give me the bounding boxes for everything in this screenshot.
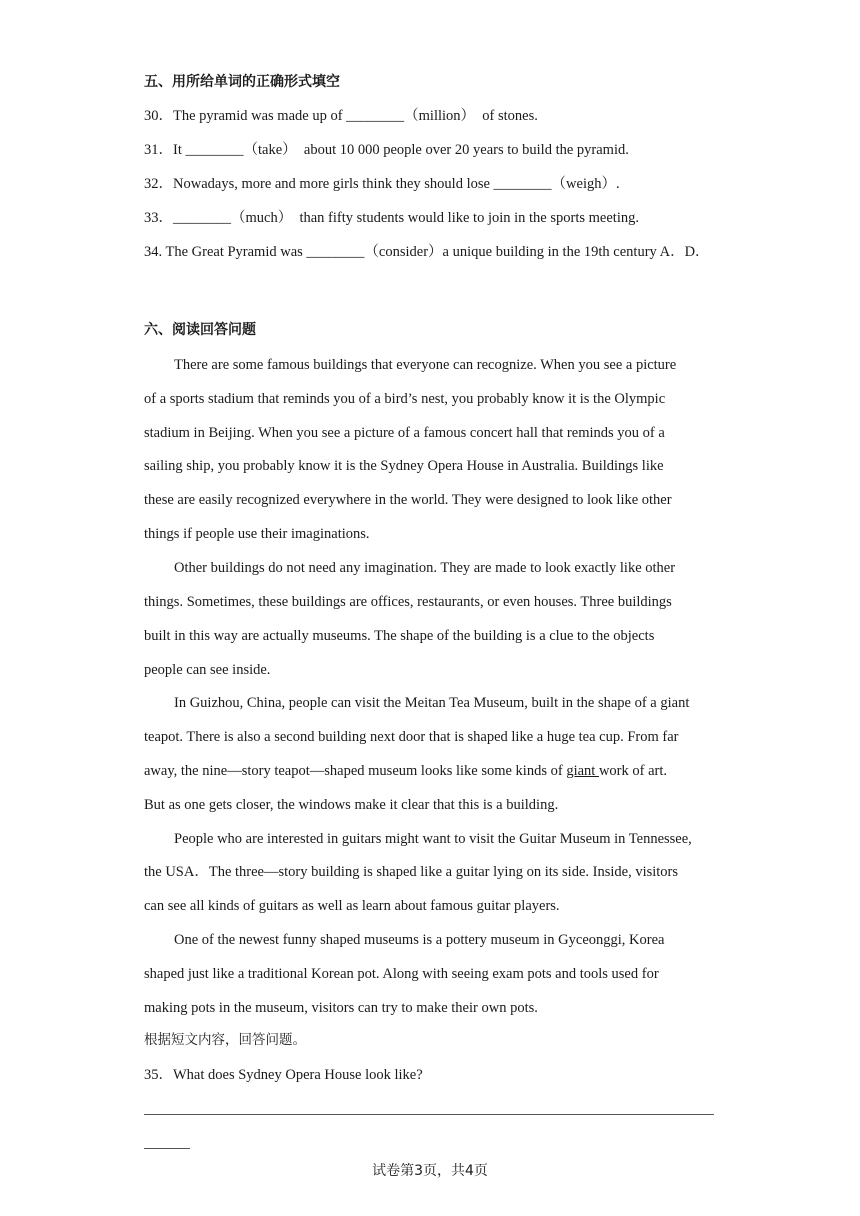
passage-line: things if people use their imaginations.	[144, 526, 370, 542]
passage-line: In Guizhou, China, people can visit the Meitan Tea Museum, built in the shape of a giant	[174, 695, 690, 711]
question-35: 35．What does Sydney Opera House look like?	[144, 1067, 423, 1083]
passage-line-with-underline	[144, 761, 667, 781]
passage-line: sailing ship, you probably know it is the Sydney Opera House in Australia. Buildings like	[144, 458, 664, 474]
question-30: 30．The pyramid was made up of ________（million） of stones.	[144, 108, 538, 124]
passage-line: making pots in the museum, visitors can try to make their own pots.	[144, 1000, 538, 1016]
question-31: 31．It ________（take） about 10 000 people over 20 years to build the pyramid.	[144, 142, 629, 158]
passage-line: There are some famous buildings that everyone can recognize. When you see a picture	[174, 357, 677, 373]
question-32: 32．Nowadays, more and more girls think they should lose ________（weigh）.	[144, 176, 620, 192]
answer-line[interactable]	[144, 1114, 714, 1115]
underlined-word: giant	[566, 763, 599, 779]
section6-heading: 六、阅读回答问题	[144, 322, 256, 338]
page-footer: 试卷第3页，共4页	[372, 1163, 488, 1179]
passage-text: away, the nine—story teapot—shaped museum looks like some kinds of	[144, 763, 567, 779]
instruction-text: 根据短文内容，回答问题。	[144, 1032, 306, 1048]
section5-heading: 五、用所给单词的正确形式填空	[144, 74, 340, 90]
passage-line: the USA．The three—story building is shaped like a guitar lying on its side. Inside, visitors	[144, 864, 679, 880]
passage-line: things. Sometimes, these buildings are offices, restaurants, or even houses. Three buildings	[144, 594, 672, 610]
passage-line: People who are interested in guitars might want to visit the Guitar Museum in Tennessee,	[174, 831, 692, 847]
passage-line: teapot. There is also a second building next door that is shaped like a huge tea cup. From far	[144, 729, 679, 745]
passage-line: shaped just like a traditional Korean pot. Along with seeing exam pots and tools used for	[144, 966, 659, 982]
question-34: 34. The Great Pyramid was ________（consider）a unique building in the 19th century A．D．	[144, 244, 710, 260]
passage-text: work of art.	[598, 763, 667, 779]
passage-line: of a sports stadium that reminds you of a bird’s nest, you probably know it is the Olympic	[144, 391, 666, 407]
passage-line: Other buildings do not need any imagination. They are made to look exactly like other	[174, 560, 676, 576]
answer-line-continuation[interactable]	[144, 1148, 190, 1149]
passage-line: stadium in Beijing. When you see a picture of a famous concert hall that reminds you of a	[144, 425, 665, 441]
question-33: 33．________（much） than fifty students would like to join in the sports meeting.	[144, 210, 639, 226]
passage-line: But as one gets closer, the windows make it clear that this is a building.	[144, 797, 559, 813]
passage-line: can see all kinds of guitars as well as learn about famous guitar players.	[144, 898, 560, 914]
passage-line: people can see inside.	[144, 662, 271, 678]
passage-line: these are easily recognized everywhere in the world. They were designed to look like other	[144, 492, 672, 508]
passage-line: One of the newest funny shaped museums is a pottery museum in Gyceonggi, Korea	[174, 932, 665, 948]
passage-line: built in this way are actually museums. The shape of the building is a clue to the objects	[144, 628, 655, 644]
